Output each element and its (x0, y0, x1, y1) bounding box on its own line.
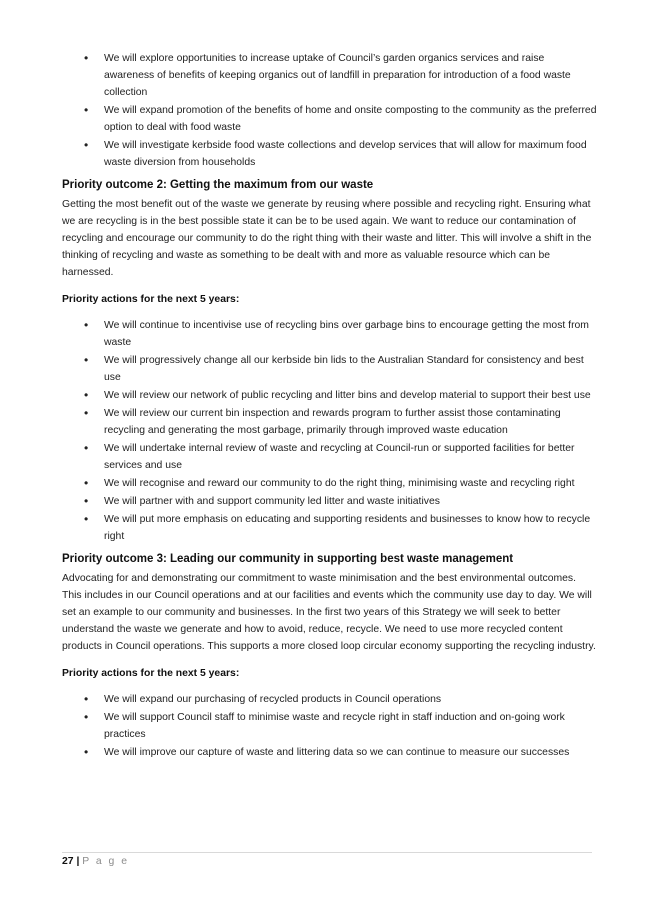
outcome-3-heading: Priority outcome 3: Leading our community in supporting best waste management (62, 553, 514, 565)
outcome-2-body: Getting the most benefit out of the waste we generate by reusing where possible and recycling right. Ensuring what we are recycling is in the best possible state it can be to be used again. We want to reduce our contamination of recycling and encourage our community to do the right thing with their waste and litter. This will involve a shift in the thinking of recycling and waste as something to be dealt with and more as valuable resource which can be harnessed. (62, 199, 592, 278)
document-page (62, 50, 597, 761)
outcome-2-actions-heading: Priority actions for the next 5 years: (62, 294, 240, 305)
page-footer (62, 852, 592, 867)
list-item: • We will put more emphasis on educating and supporting residents and businesses to know how to recycle right (62, 511, 597, 545)
list-item: • We will support Council staff to minimise waste and recycle right in staff induction and on-going work practices (62, 709, 597, 743)
outcome-2-actions-list (62, 317, 597, 545)
list-item: • We will review our current bin inspection and rewards program to further assist those contaminating recycling and generating the most garbage, primarily through improved waste education (62, 405, 597, 439)
list-item: • We will undertake internal review of waste and recycling at Council-run or supported facilities for better services and use (62, 440, 597, 474)
footer-separator: | (76, 856, 80, 867)
outcome-3-actions-list (62, 691, 597, 761)
outcome-3-body: Advocating for and demonstrating our commitment to waste minimisation and the best environmental outcomes. This includes in our Council operations and at our facilities and events which the community use day to day. We will set an example to our community and businesses. In the first two years of this Strategy we will seek to better understand the waste we generate and how to avoid, reduce, recycle. We need to use more recycled content products in Council operations. This supports a more closed loop circular economy supporting the recycling industry. (62, 573, 596, 652)
bullet-list-top (62, 50, 597, 171)
list-item: • We will recognise and reward our community to do the right thing, minimising waste and recycling right (62, 475, 597, 492)
list-item: • We will expand our purchasing of recycled products in Council operations (62, 691, 597, 708)
list-item: • We will continue to incentivise use of recycling bins over garbage bins to encourage getting the most from waste (62, 317, 597, 351)
page-label: P a g e (82, 856, 130, 867)
page-number: 27 (62, 856, 74, 867)
list-item: • We will review our network of public recycling and litter bins and develop material to support their best use (62, 387, 597, 404)
list-item: • We will expand promotion of the benefits of home and onsite composting to the community as the preferred option to deal with food waste (62, 102, 597, 136)
list-item: • We will investigate kerbside food waste collections and develop services that will allow for maximum food waste diversion from households (62, 137, 597, 171)
outcome-2-heading: Priority outcome 2: Getting the maximum from our waste (62, 179, 374, 191)
list-item: • We will progressively change all our kerbside bin lids to the Australian Standard for consistency and best use (62, 352, 597, 386)
list-item: • We will partner with and support community led litter and waste initiatives (62, 493, 597, 510)
list-item: • We will explore opportunities to increase uptake of Council’s garden organics services and raise awareness of benefits of keeping organics out of landfill in preparation for introduction of a food waste collection (62, 50, 597, 101)
list-item: • We will improve our capture of waste and littering data so we can continue to measure our successes (62, 744, 597, 761)
outcome-3-actions-heading: Priority actions for the next 5 years: (62, 668, 240, 679)
